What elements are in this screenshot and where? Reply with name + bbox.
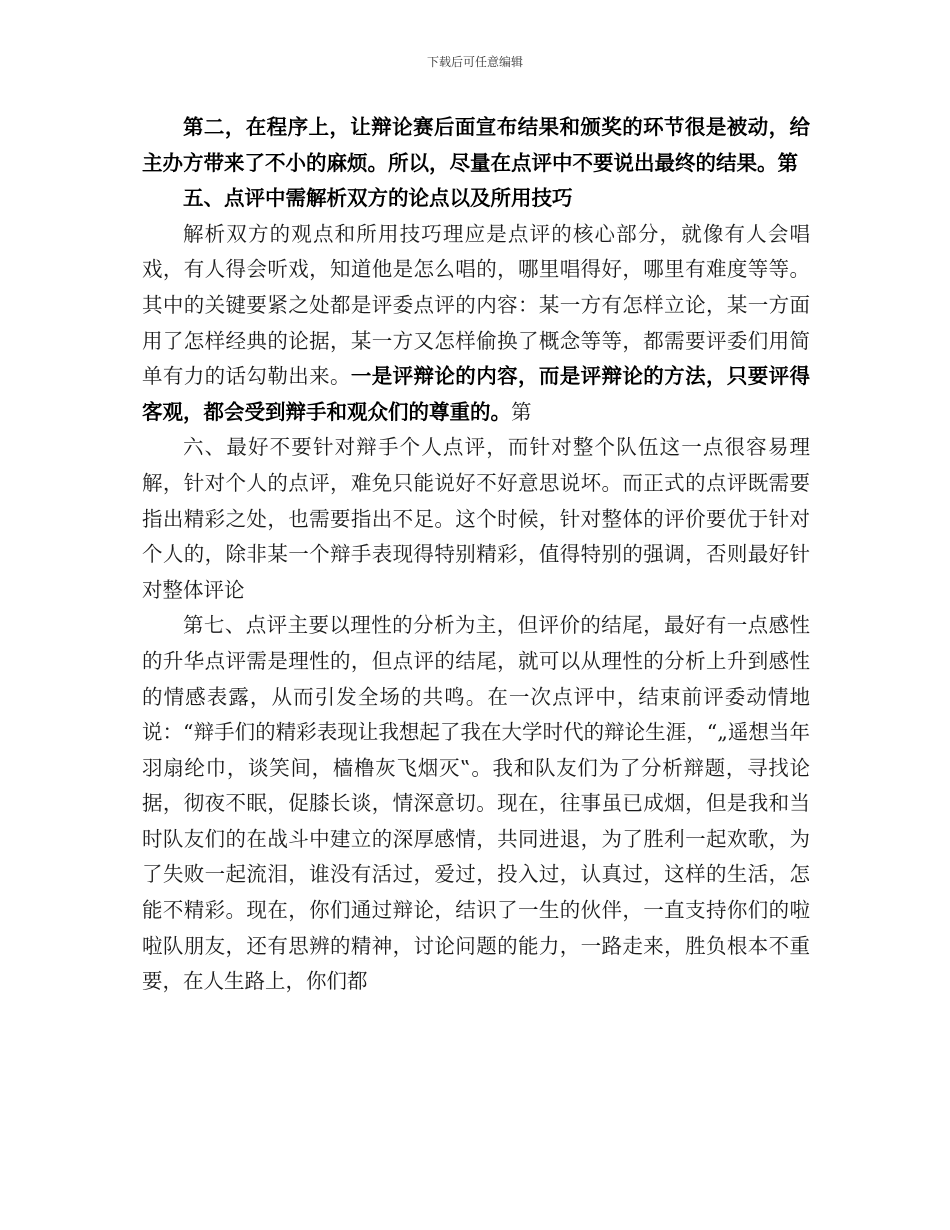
section-heading-five: 五、点评中需解析双方的论点以及所用技巧: [183, 186, 573, 211]
paragraph-five-tail: 第: [511, 399, 532, 424]
paragraph-seven: 第七、点评主要以理性的分析为主，但评价的结尾，最好有一点感性的升华点评需是理性的，但点评的结尾，就可以从理性的分析上升到感性的情感表露，从而引发全场的共鸣。在一次点评中，结束前评委动情地说：“辩手们的精彩表现让我想起了我在大学时代的辩论生涯，“„遥想当年羽扇纶巾，谈笑间，樯橹灰飞烟灭‟。我和队友们为了分析辩题，寻找论据，彻夜不眠，促膝长谈，情深意切。现在，往事虽已成烟，但是我和当时队友们的在战斗中建立的深厚感情，共同进退，为了胜利一起欢歌，为了失败一起流泪，谁没有活过，爱过，投入过，认真过，这样的生活，怎能不精彩。现在，你们通过辩论，结识了一生的伙伴，一直支持你们的啦啦队朋友，还有思辨的精神，讨论问题的能力，一路走来，胜负根本不重要，在人生路上，你们都: [142, 613, 810, 994]
document-body: [142, 110, 810, 1000]
paragraph-five: [142, 217, 810, 431]
page-header: 下载后可任意编辑: [426, 55, 523, 69]
paragraph-second-point: 第二，在程序上，让辩论赛后面宣布结果和颁奖的环节很是被动，给主办方带来了不小的麻烦。所以，尽量在点评中不要说出最终的结果。第: [142, 115, 810, 175]
paragraph-five-text: 解析双方的观点和所用技巧理应是点评的核心部分，就像有人会唱戏，有人得会听戏，知道他是怎么唱的，哪里唱得好，哪里有难度等等。其中的关键要紧之处都是评委点评的内容：某一方有怎样立论，某一方面用了怎样经典的论据，某一方又怎样偷换了概念等等，都需要评委们用简单有力的话勾勒出来。: [142, 221, 810, 389]
paragraph-five-bold-text: 一是评辩论的内容，而是评辩论的方法，只要评得客观，都会受到辩手和观众们的尊重的。: [142, 364, 811, 424]
paragraph-six: 六、最好不要针对辩手个人点评，而针对整个队伍这一点很容易理解，针对个人的点评，难免只能说好不好意思说坏。而正式的点评既需要指出精彩之处，也需要指出不足。这个时候，针对整体的评价要优于针对个人的，除非某一个辩手表现得特别精彩，值得特别的强调，否则最好针对整体评论: [142, 435, 810, 602]
